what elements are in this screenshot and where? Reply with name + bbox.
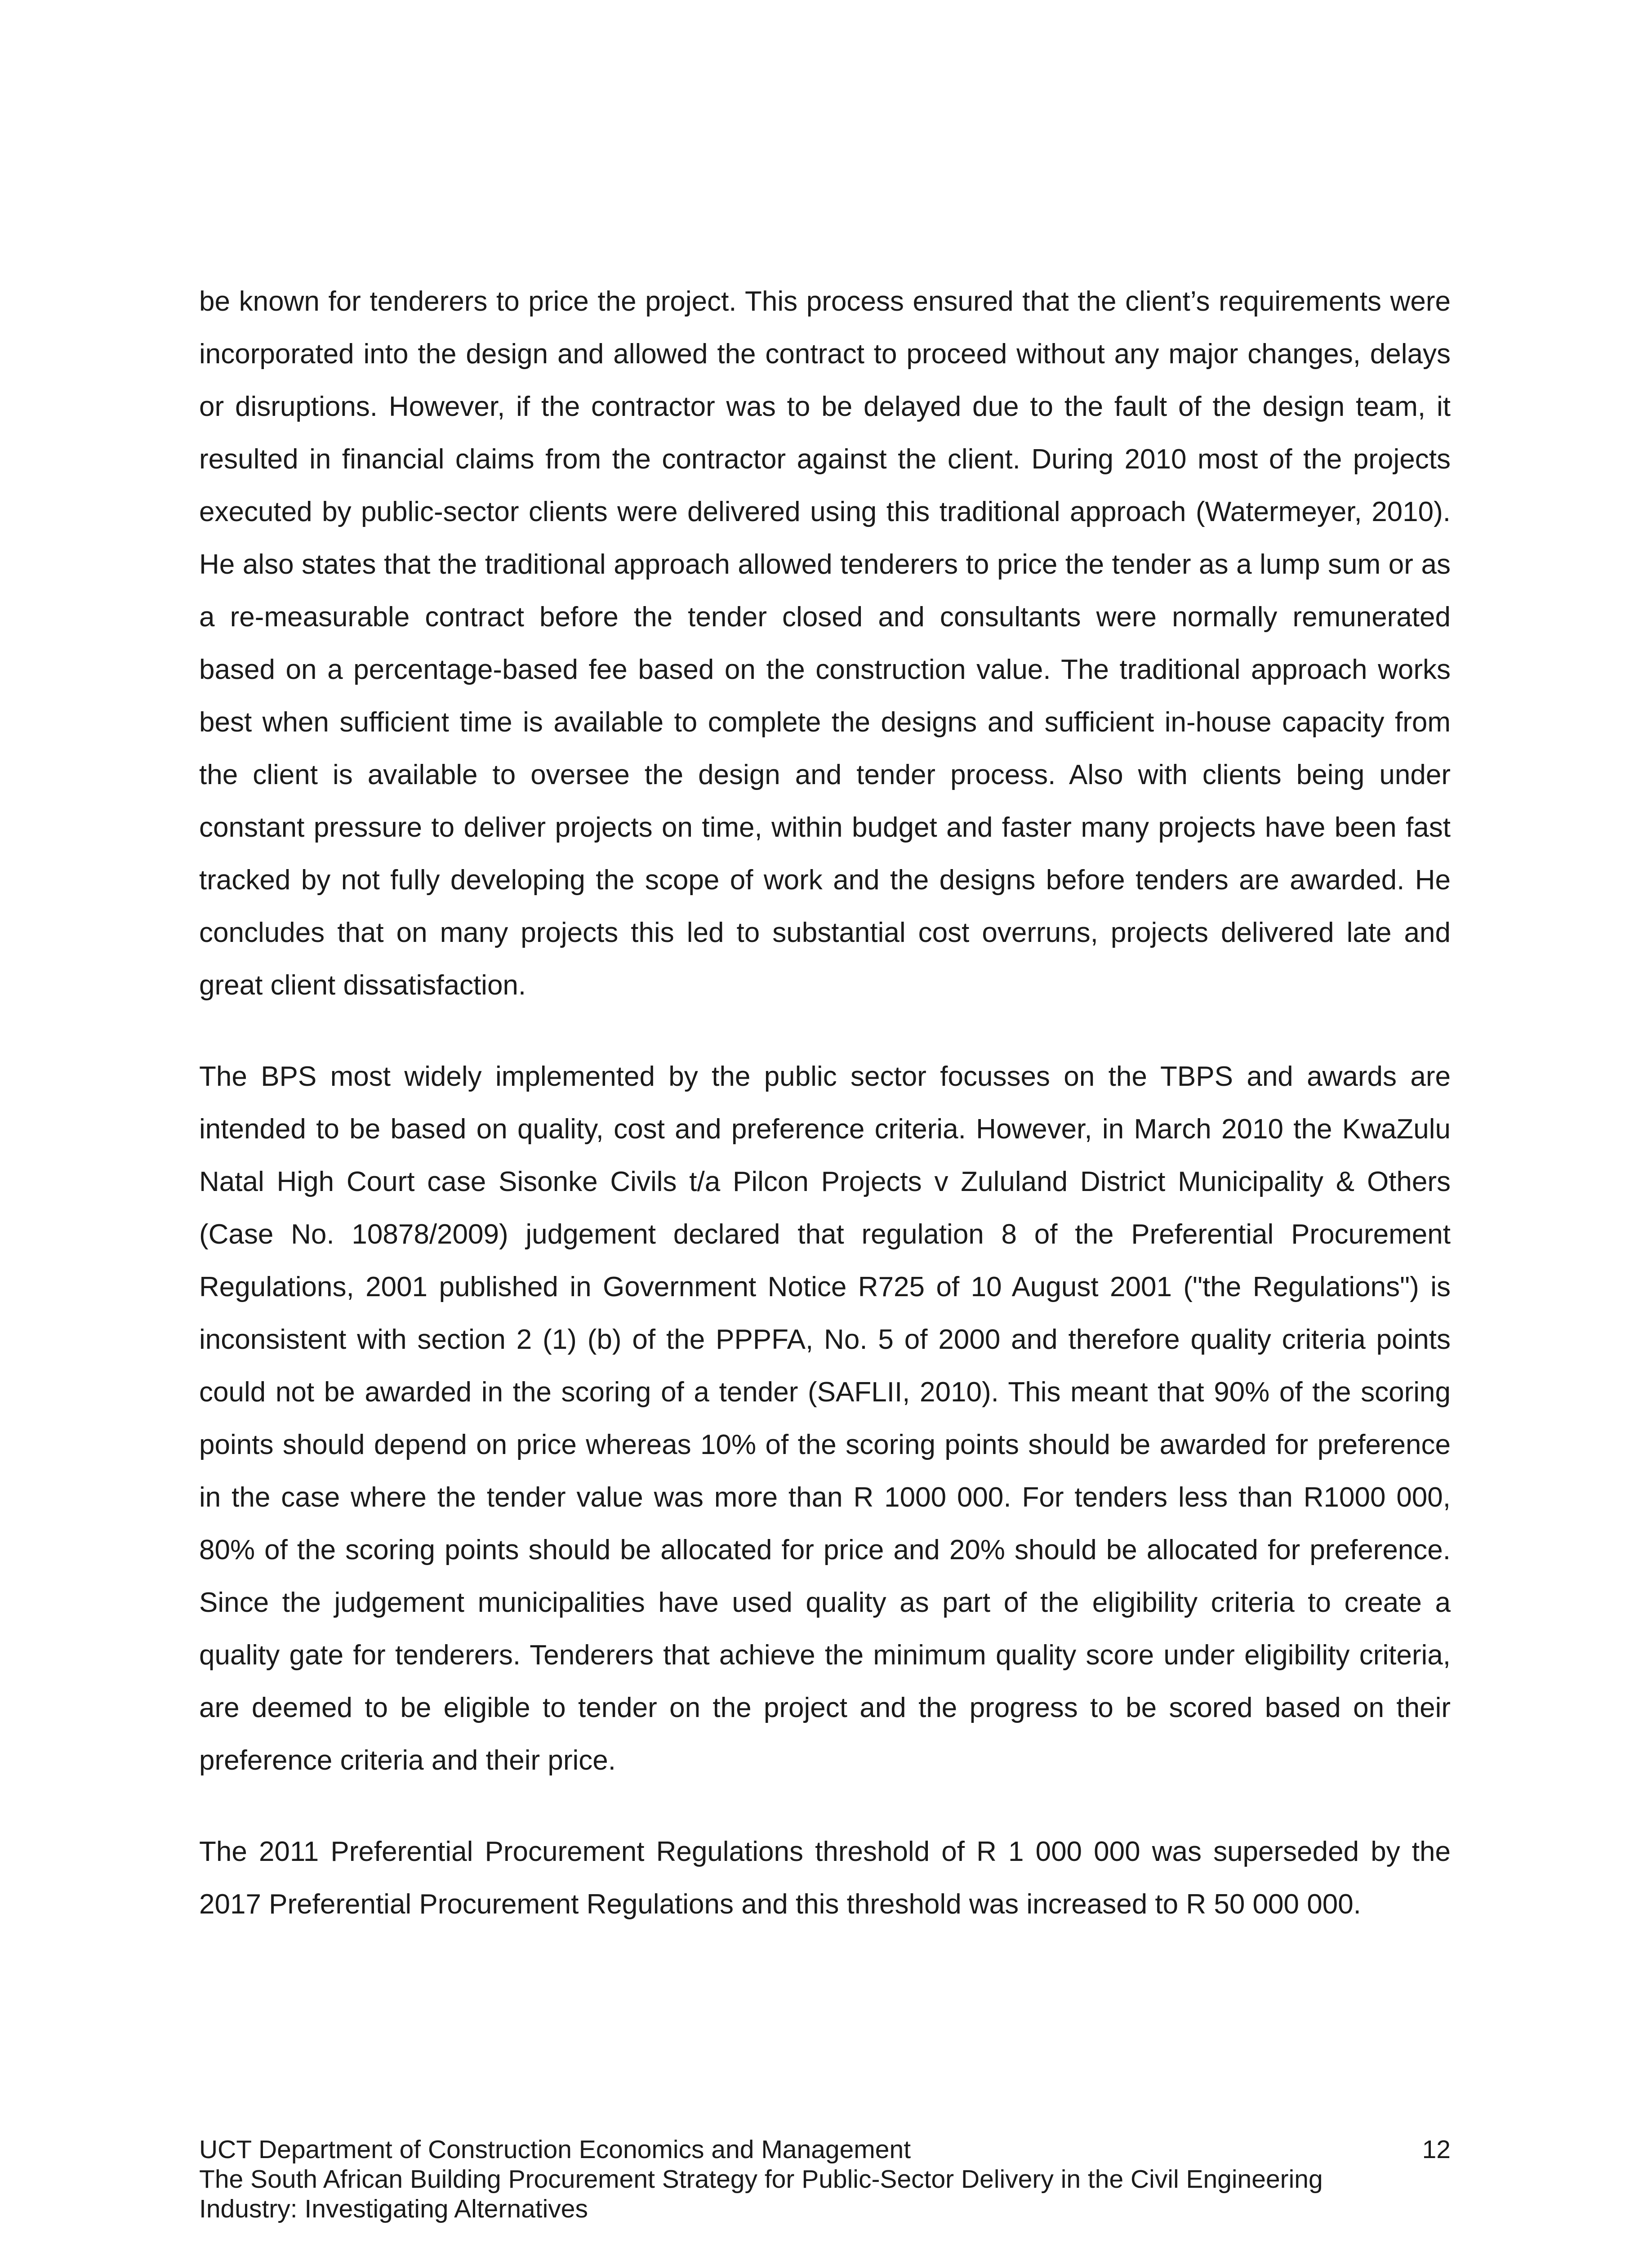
paragraph-threshold: The 2011 Preferential Procurement Regulations threshold of R 1 000 000 was superseded by the 2017 Preferential Procurement Regulations and this threshold was increased to R 50 000 000. [199, 1836, 1451, 1920]
page-number: 12 [1422, 2135, 1451, 2164]
paragraph-traditional-approach: be known for tenderers to price the project. This process ensured that the client’s requirements were incorporated into the design and allowed the contract to proceed without any major changes, delays or disruptions. However, if the contractor was to be delayed due to the fault of the design team, it resulted in financial claims from the contractor against the client. During 2010 most of the projects executed by public-sector clients were delivered using this traditional approach (Watermeyer, 2010). He also states that the traditional approach allowed tenderers to price the tender as a lump sum or as a re-measurable contract before the tender closed and consultants were normally remunerated based on a percentage-based fee based on the construction value. The traditional approach works best when sufficient time is available to complete the designs and sufficient in-house capacity from the client is available to oversee the design and tender process. Also with clients being under constant pressure to deliver projects on time, within budget and faster many projects have been fast tracked by not fully developing the scope of work and the designs before tenders are awarded. He concludes that on many projects this led to substantial cost overruns, projects delivered late and great client dissatisfaction. [199, 286, 1451, 1001]
footer-title-line-2: Industry: Investigating Alternatives [199, 2194, 588, 2223]
page-footer [199, 2135, 1451, 2224]
document-body [199, 275, 1451, 1969]
paragraph-bps-court-case: The BPS most widely implemented by the public sector focusses on the TBPS and awards are intended to be based on quality, cost and preference criteria. However, in March 2010 the KwaZulu Natal High Court case Sisonke Civils t/a Pilcon Projects v Zululand District Municipality & Others (Case No. 10878/2009) judgement declared that regulation 8 of the Preferential Procurement Regulations, 2001 published in Government Notice R725 of 10 August 2001 ("the Regulations") is inconsistent with section 2 (1) (b) of the PPPFA, No. 5 of 2000 and therefore quality criteria points could not be awarded in the scoring of a tender (SAFLII, 2010). This meant that 90% of the scoring points should depend on price whereas 10% of the scoring points should be awarded for preference in the case where the tender value was more than R 1000 000. For tenders less than R1000 000, 80% of the scoring points should be allocated for price and 20% should be allocated for preference. Since the judgement municipalities have used quality as part of the eligibility criteria to create a quality gate for tenderers. Tenderers that achieve the minimum quality score under eligibility criteria, are deemed to be eligible to tender on the project and the progress to be scored based on their preference criteria and their price. [199, 1061, 1451, 1776]
footer-title-line-1: The South African Building Procurement Strategy for Public-Sector Delivery in the Civil Engineering [199, 2165, 1323, 2194]
footer-top-row [199, 2135, 1451, 2164]
footer-department: UCT Department of Construction Economics and Management [199, 2135, 911, 2164]
